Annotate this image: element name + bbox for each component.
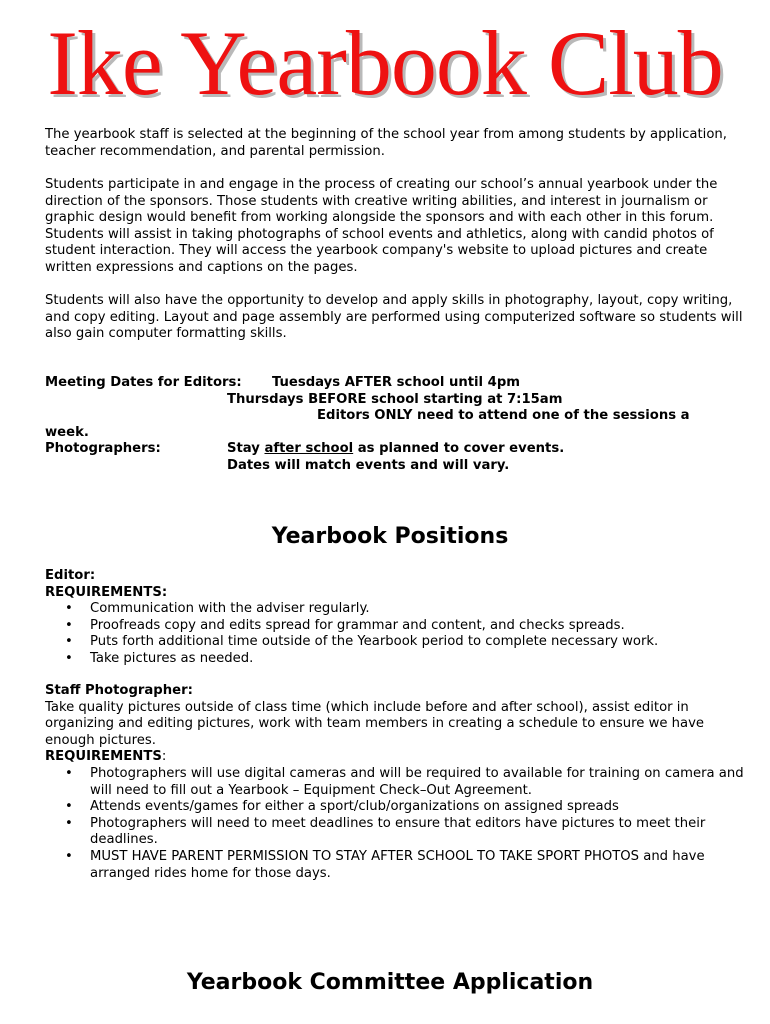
photographer-requirements-label: REQUIREMENTS <box>45 749 162 765</box>
photographers-meeting-pre: Stay <box>227 441 265 456</box>
intro-paragraph-3: Students will also have the opportunity to develop and apply skills in photography, layout, copy writing, and copy editing. Layout and page assembly are performed using computerized software so students will also gain computer formatting skills. <box>45 293 743 342</box>
photographer-requirements-list <box>45 766 745 882</box>
list-item: • Communication with the adviser regularly. <box>45 601 745 618</box>
list-item: • Proofreads copy and edits spread for grammar and content, and checks spreads. <box>45 618 745 635</box>
list-item: • Attends events/games for either a sport/club/organizations on assigned spreads <box>45 799 745 816</box>
editors-meeting-line-4: week. <box>45 425 89 440</box>
photographer-section <box>45 683 745 882</box>
list-item: • Puts forth additional time outside of the Yearbook period to complete necessary work. <box>45 634 745 651</box>
intro-paragraph-2: Students participate in and engage in the process of creating our school’s annual yearbook under the direction of the sponsors. Those students with creative writing abilities, and interest in journalism or graphic design would benefit from working alongside the sponsors and with each other in this forum. Students will assist in taking photographs of school events and athletics, along with candid photos of student interaction. They will access the yearbook company's website to upload pictures and create written expressions and captions on the pages. <box>45 177 718 275</box>
editor-section <box>45 568 745 668</box>
editors-meeting-line-1: Tuesdays AFTER school until 4pm <box>272 375 521 390</box>
editor-title: Editor: <box>45 568 96 583</box>
editor-requirements-label: REQUIREMENTS: <box>45 584 168 600</box>
application-heading: Yearbook Committee Application <box>186 970 594 995</box>
photographers-meeting-label: Photographers: <box>45 441 161 456</box>
photographers-meeting-post: as planned to cover events. <box>353 441 565 456</box>
photographers-meeting-line-1 <box>227 441 564 458</box>
positions-heading: Yearbook Positions <box>271 524 509 549</box>
list-item: • MUST HAVE PARENT PERMISSION TO STAY AFTER SCHOOL TO TAKE SPORT PHOTOS and have arranged rides home for those days. <box>45 849 745 882</box>
editors-meeting-label: Meeting Dates for Editors: <box>45 375 242 390</box>
list-item: • Photographers will need to meet deadlines to ensure that editors have pictures to meet their deadlines. <box>45 816 745 849</box>
editor-requirements-list <box>45 601 745 667</box>
photographer-title: Staff Photographer: <box>45 683 193 698</box>
photographer-requirements-colon: : <box>161 749 167 765</box>
list-item: • Photographers will use digital cameras and will be required to available for training on camera and will need to fill out a Yearbook – Equipment Check–Out Agreement. <box>45 766 745 799</box>
photographers-meeting-line-2: Dates will match events and will vary. <box>227 458 510 473</box>
photographer-requirements-heading <box>45 749 745 766</box>
page-title: Ike Yearbook Club <box>47 12 723 114</box>
after-school-underlined: after school <box>264 441 354 456</box>
intro-paragraph-1: The yearbook staff is selected at the beginning of the school year from among students by application, teacher recommendation, and parental permission. <box>45 127 727 159</box>
photographer-description: Take quality pictures outside of class time (which include before and after school), assist editor in organizing and editing pictures, work with team members in creating a schedule to ensure we have enough pictures. <box>45 699 705 748</box>
editors-meeting-line-2: Thursdays BEFORE school starting at 7:15am <box>227 392 563 407</box>
editors-meeting-line-3: Editors ONLY need to attend one of the sessions a <box>317 408 690 423</box>
list-item: • Take pictures as needed. <box>45 651 745 668</box>
